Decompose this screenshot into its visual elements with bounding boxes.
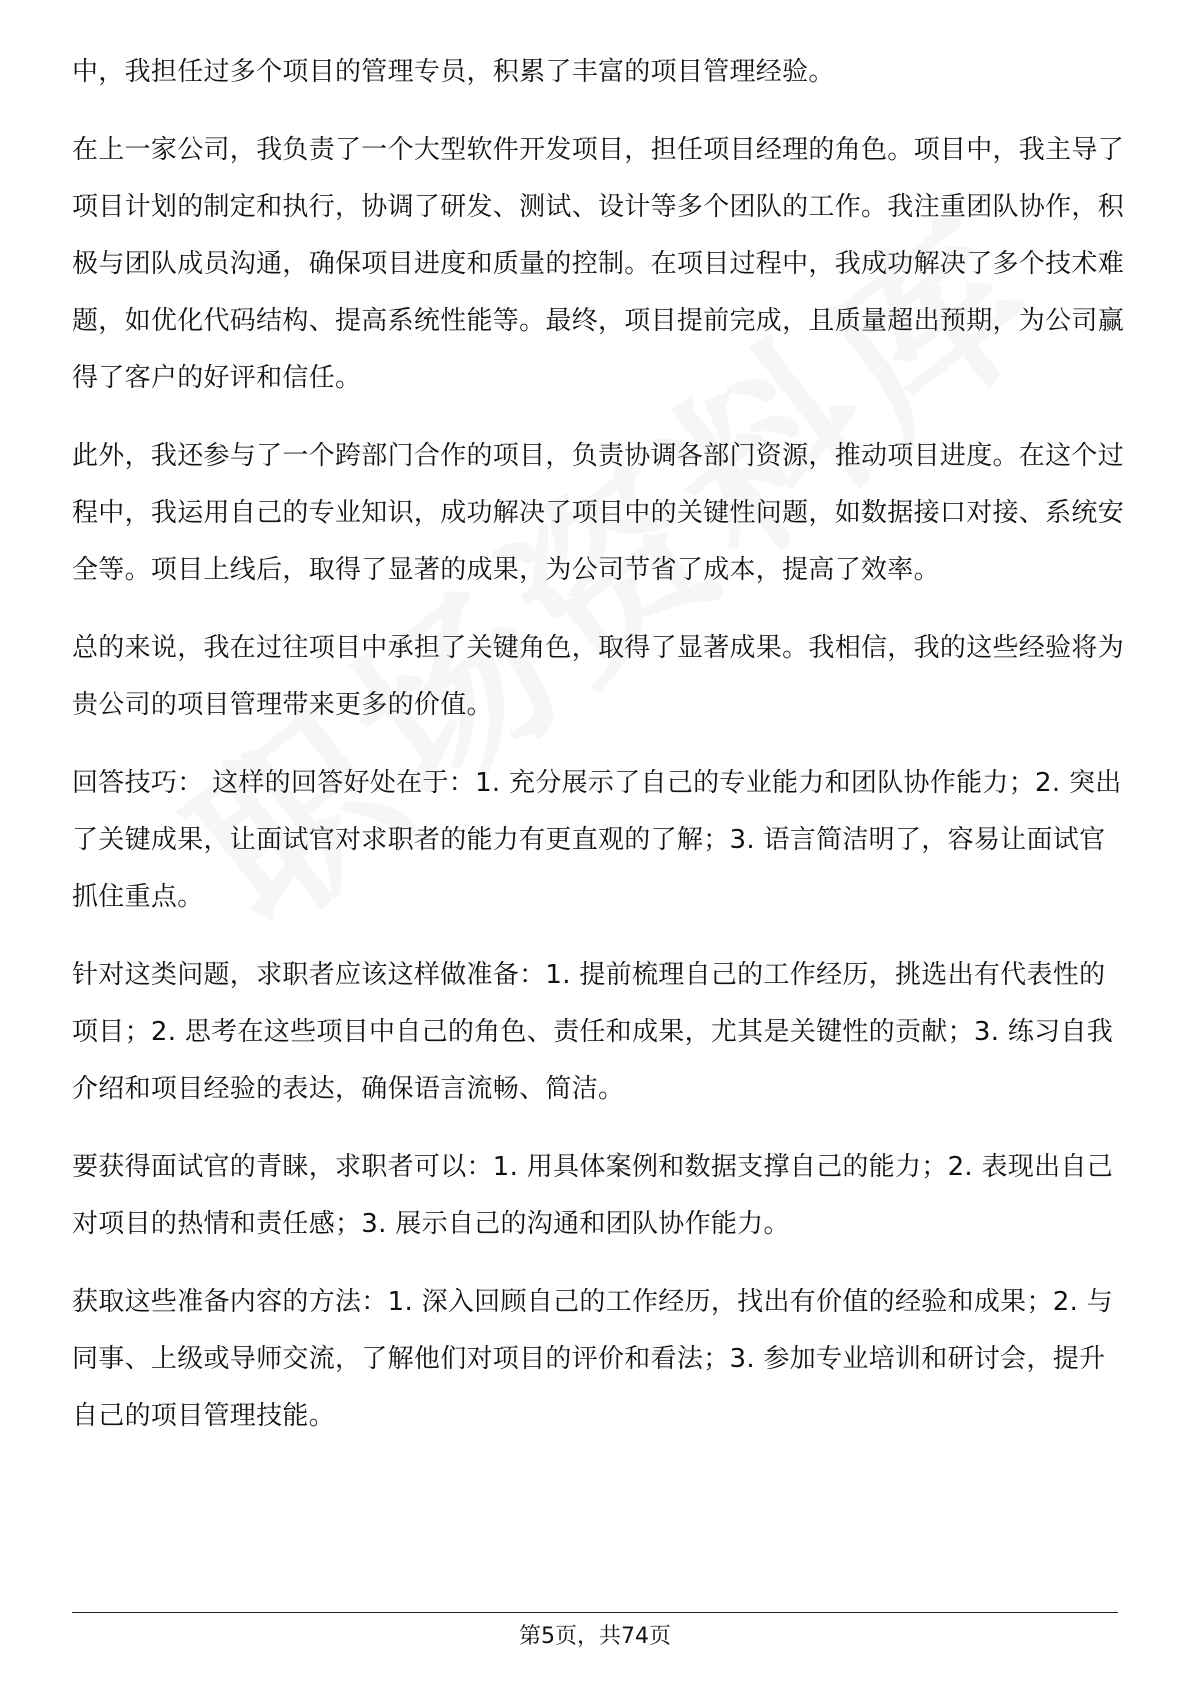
paragraph-methods: 获取这些准备内容的方法：1. 深入回顾自己的工作经历，找出有价值的经验和成果；2. 与同事、上级或导师交流，了解他们对项目的评价和看法；3. 参加专业培训和研讨会，提升自己的项目管理技能。 bbox=[72, 1287, 1114, 1431]
paragraph-answer-tips: 回答技巧： 这样的回答好处在于：1. 充分展示了自己的专业能力和团队协作能力；2. 突出了关键成果，让面试官对求职者的能力有更直观的了解；3. 语言简洁明了，容易让面试官抓住重点。 bbox=[72, 768, 1122, 912]
footer-divider bbox=[72, 1612, 1118, 1613]
paragraph-software-project: 在上一家公司，我负责了一个大型软件开发项目，担任项目经理的角色。项目中，我主导了项目计划的制定和执行，协调了研发、测试、设计等多个团队的工作。我注重团队协作，积极与团队成员沟通，确保项目进度和质量的控制。在项目过程中，我成功解决了多个技术难题，如优化代码结构、提高系统性能等。最终，项目提前完成，且质量超出预期，为公司赢得了客户的好评和信任。 bbox=[72, 135, 1125, 393]
paragraph-summary: 总的来说，我在过往项目中承担了关键角色，取得了显著成果。我相信，我的这些经验将为贵公司的项目管理带来更多的价值。 bbox=[72, 633, 1125, 720]
paragraph-cross-department: 此外，我还参与了一个跨部门合作的项目，负责协调各部门资源，推动项目进度。在这个过程中，我运用自己的专业知识，成功解决了项目中的关键性问题，如数据接口对接、系统安全等。项目上线后，取得了显著的成果，为公司节省了成本，提高了效率。 bbox=[72, 441, 1125, 585]
document-body bbox=[72, 44, 1130, 1466]
paragraph-intro-continued: 中，我担任过多个项目的管理专员，积累了丰富的项目管理经验。 bbox=[72, 57, 835, 87]
paragraph-preparation: 针对这类问题，求职者应该这样做准备：1. 提前梳理自己的工作经历，挑选出有代表性的项目；2. 思考在这些项目中自己的角色、责任和成果，尤其是关键性的贡献；3. 练习自我介绍和项目经验的表达，确保语言流畅、简洁。 bbox=[72, 960, 1114, 1104]
page-number: 第5页，共74页 bbox=[519, 1624, 671, 1649]
paragraph-win-favor: 要获得面试官的青睐，求职者可以：1. 用具体案例和数据支撑自己的能力；2. 表现出自己对项目的热情和责任感；3. 展示自己的沟通和团队协作能力。 bbox=[72, 1152, 1114, 1239]
